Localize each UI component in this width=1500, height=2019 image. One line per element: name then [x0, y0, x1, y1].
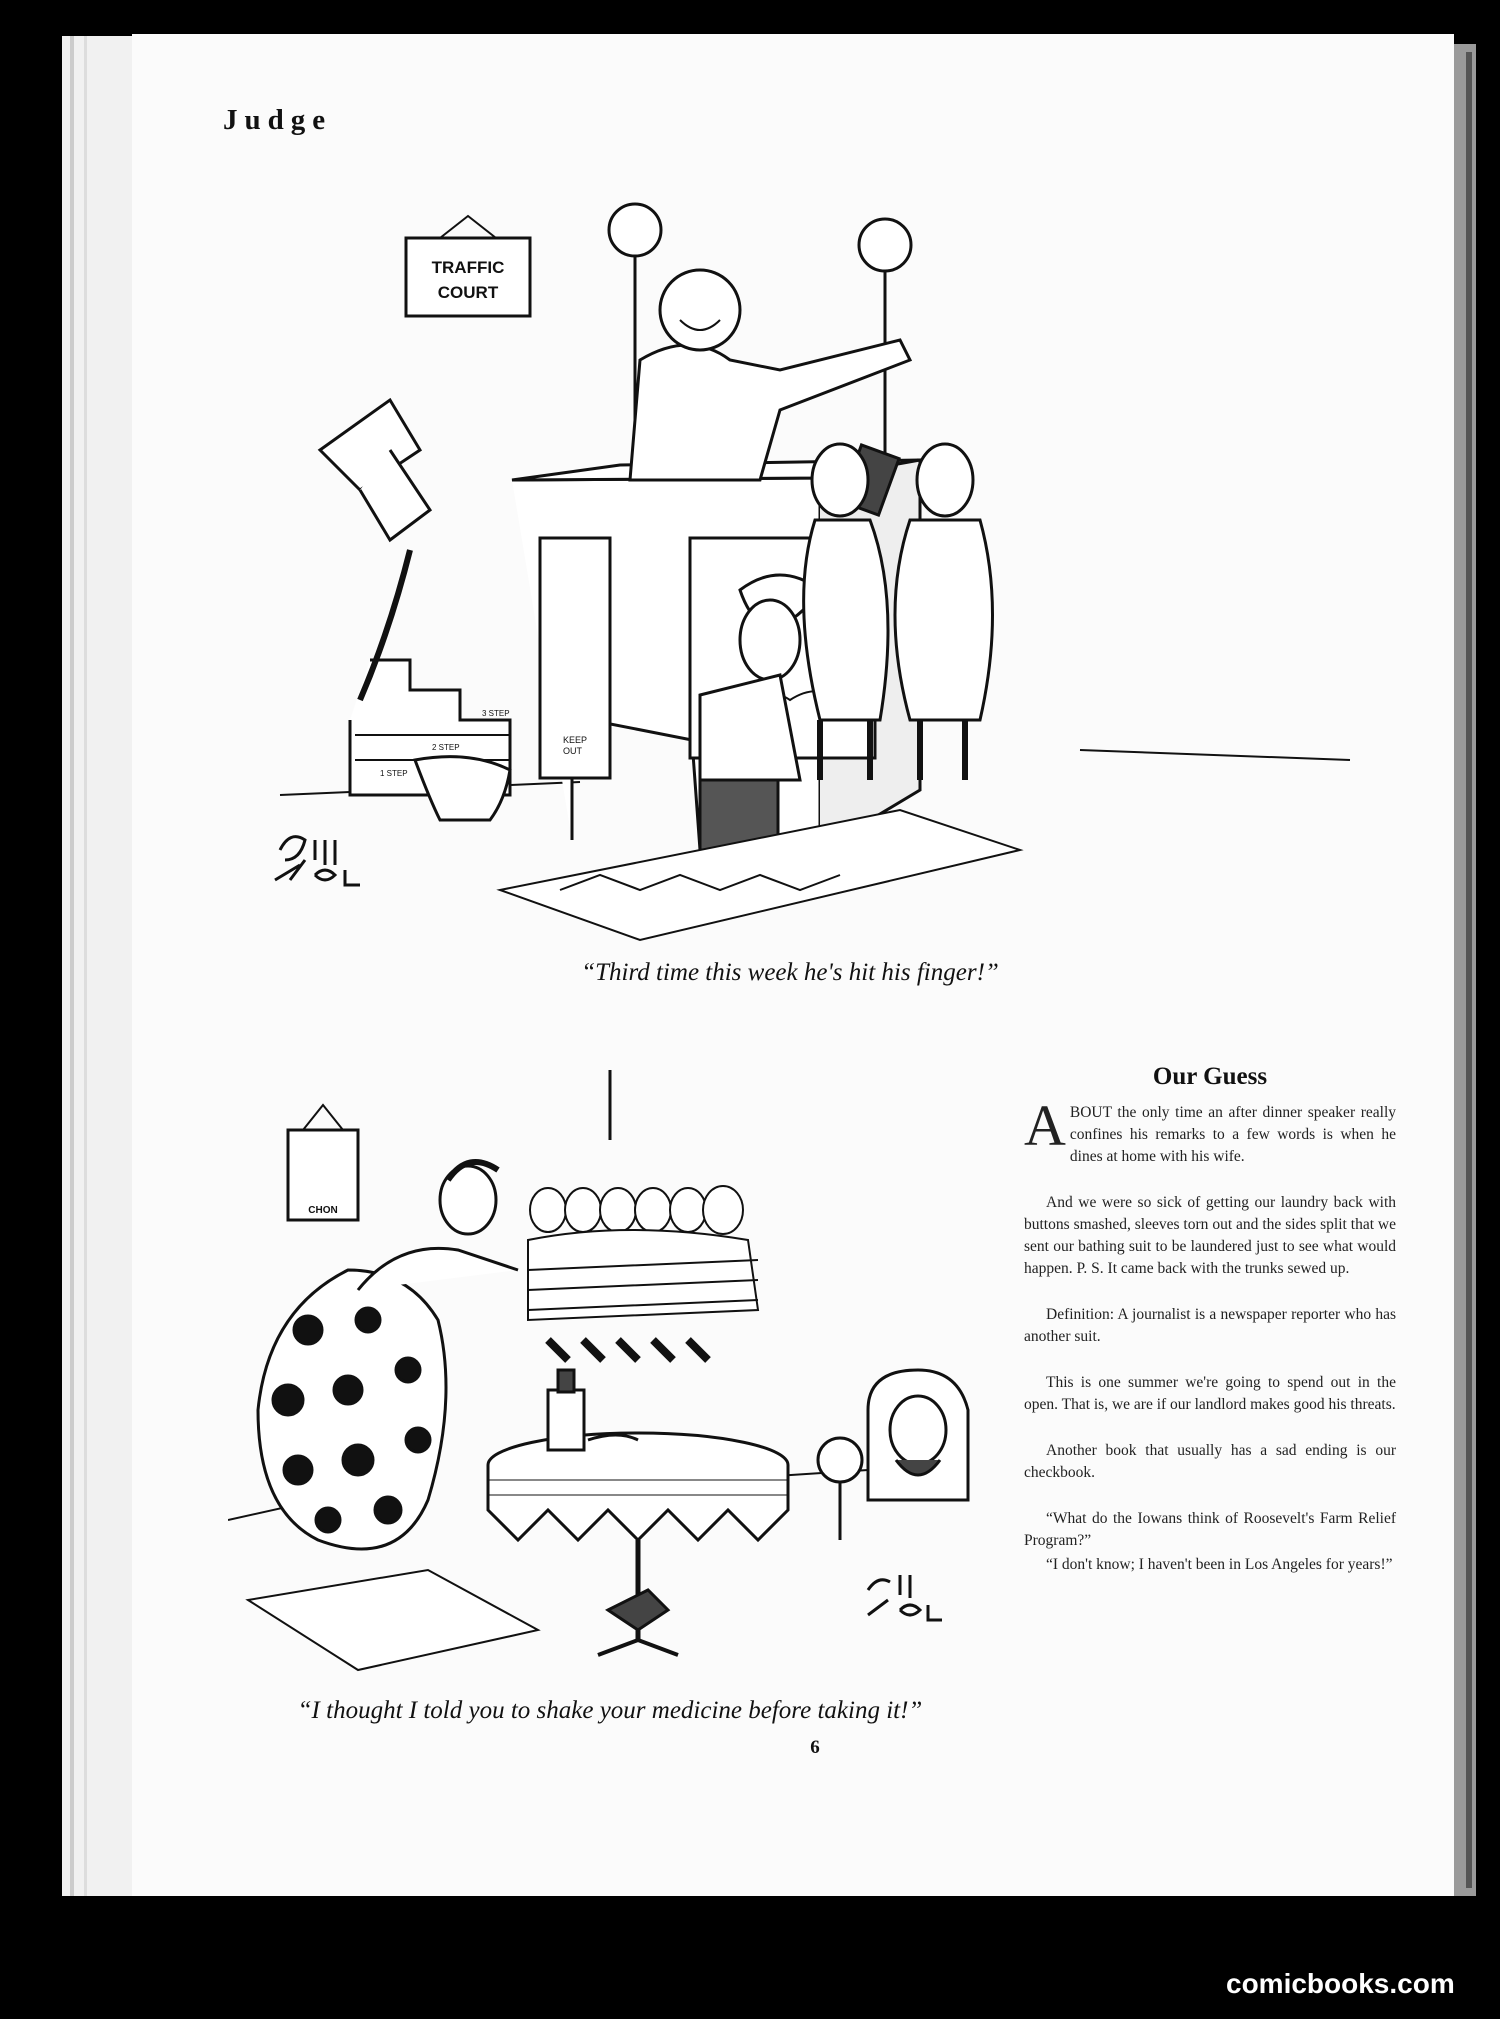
masthead: Judge: [223, 104, 333, 136]
step-2-label: 2 STEP: [432, 743, 460, 752]
column-paragraph-6: “What do the Iowans think of Roosevelt's Farm Relief Program?”: [1024, 1510, 1396, 1549]
drop-cap: A: [1024, 1093, 1066, 1158]
page-right-edge-shadow: [1466, 52, 1472, 1888]
keep-out-label-line1: KEEP: [563, 735, 588, 745]
page-number: 6: [810, 1737, 820, 1758]
page-right-edge: [1454, 44, 1476, 1896]
column-paragraph-2: And we were so sick of getting our laundry back with buttons smashed, sleeves torn out and the sides split that we sent our bathing suit to be laundered just to see what would happen. P. S. It came back with the trunks sewed up.: [1024, 1194, 1396, 1277]
artist-signature: [275, 837, 360, 885]
cartoon-traffic-court: [260, 160, 1360, 950]
cartoon2-caption: “I thought I told you to shake your medicine before taking it!”: [297, 1697, 923, 1724]
sign-court-text: COURT: [437, 283, 499, 302]
cartoon1-caption: “Third time this week he's hit his finger!”: [581, 959, 999, 986]
keep-out-label-line2: OUT: [563, 746, 582, 756]
artist-signature-2: [868, 1575, 942, 1620]
sign-traffic-text: TRAFFIC: [431, 258, 505, 277]
cartoon-shake-medicine: [228, 1070, 988, 1690]
column-paragraph-7: “I don't know; I haven't been in Los Angeles for years!”: [1046, 1556, 1393, 1573]
watermark: comicbooks.com: [1226, 1968, 1455, 1999]
step-1-label: 1 STEP: [380, 769, 408, 778]
wall-picture-label: CHON: [308, 1205, 338, 1216]
book-spine-edge: [62, 36, 143, 1896]
paragraph-1-text: BOUT the only time an after dinner speaker really confines his remarks to a few words is when he dines at home with his wife.: [1069, 1104, 1396, 1165]
column-paragraph-3: Definition: A journalist is a newspaper reporter who has another suit.: [1024, 1306, 1396, 1345]
column-paragraph-1: [1024, 1093, 1396, 1168]
column-heading: Our Guess: [1152, 1063, 1268, 1090]
column-paragraph-4: This is one summer we're going to spend out in the open. That is, we are if our landlord makes good his threats.: [1024, 1374, 1396, 1413]
our-guess-column: [1024, 1063, 1396, 1578]
step-3-label: 3 STEP: [482, 709, 510, 718]
column-paragraph-5: Another book that usually has a sad ending is our checkbook.: [1024, 1442, 1396, 1481]
